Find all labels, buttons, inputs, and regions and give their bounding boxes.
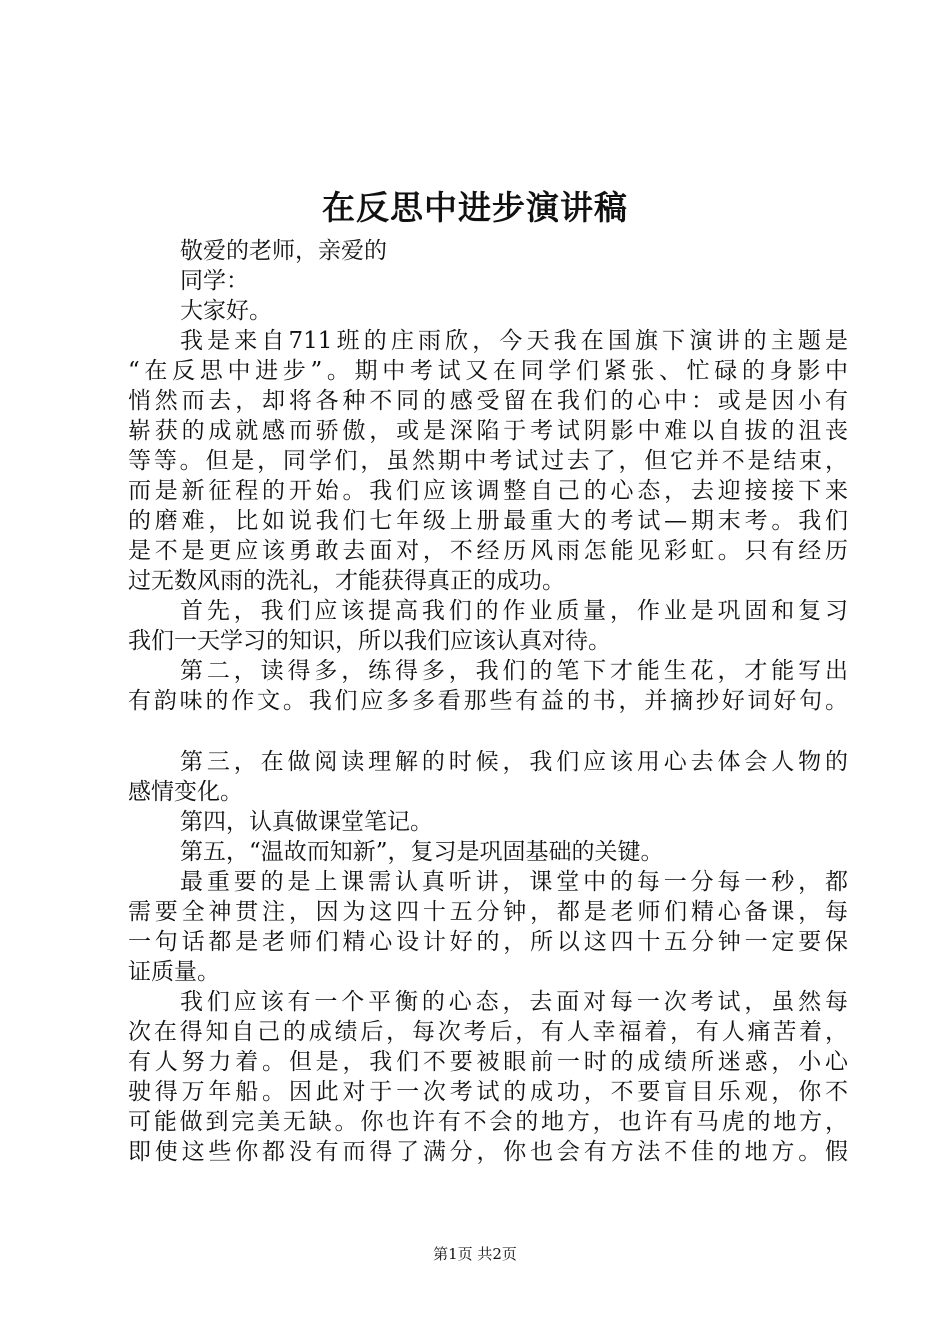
- body-line: 等等。但是，同学们，虽然期中考试过去了，但它并不是结束，: [128, 448, 848, 474]
- body-line: 证质量。: [128, 959, 220, 985]
- body-line: 即使这些你都没有而得了满分，你也会有方法不佳的地方。假: [128, 1139, 848, 1165]
- body-line: 需要全神贯注，因为这四十五分钟，都是老师们精心备课，每: [128, 899, 848, 925]
- document-body: [128, 236, 848, 1167]
- body-line: 有韵味的作文。我们应多多看那些有益的书，并摘抄好词好句。: [128, 688, 848, 714]
- document-title: 在反思中进步演讲稿: [322, 188, 628, 227]
- body-line: 第三，在做阅读理解的时候，我们应该用心去体会人物的: [180, 749, 848, 775]
- body-line: 同学：: [180, 268, 249, 294]
- body-line: 一句话都是老师们精心设计好的，所以这四十五分钟一定要保: [128, 929, 848, 955]
- body-line: 敬爱的老师，亲爱的: [180, 238, 387, 264]
- body-line: 我是来自711班的庄雨欣，今天我在国旗下演讲的主题是: [180, 328, 848, 354]
- page-number-footer: 第1页 共2页: [433, 1245, 517, 1263]
- body-line: 悄然而去，却将各种不同的感受留在我们的心中：或是因小有: [128, 388, 848, 414]
- body-line: 第五，“温故而知新”，复习是巩固基础的关键。: [180, 839, 664, 865]
- body-line: 而是新征程的开始。我们应该调整自己的心态，去迎接接下来: [128, 478, 848, 504]
- body-line: 次在得知自己的成绩后，每次考后，有人幸福着，有人痛苦着，: [128, 1019, 848, 1045]
- body-line: 有人努力着。但是，我们不要被眼前一时的成绩所迷惑，小心: [128, 1049, 848, 1075]
- body-line: 我们应该有一个平衡的心态，去面对每一次考试，虽然每: [180, 989, 848, 1015]
- body-line: 最重要的是上课需认真听讲，课堂中的每一分每一秒，都: [180, 869, 848, 895]
- body-line: “在反思中进步”。期中考试又在同学们紧张、忙碌的身影中: [128, 358, 848, 384]
- body-line: 我们一天学习的知识，所以我们应该认真对待。: [128, 628, 611, 654]
- body-line: 第四，认真做课堂笔记。: [180, 809, 433, 835]
- body-line: 崭获的成就感而骄傲，或是深陷于考试阴影中难以自拔的沮丧: [128, 418, 848, 444]
- body-line: 第二，读得多，练得多，我们的笔下才能生花，才能写出: [180, 658, 848, 684]
- blank-line: [128, 716, 848, 747]
- body-line: 驶得万年船。因此对于一次考试的成功，不要盲目乐观，你不: [128, 1079, 848, 1105]
- body-line: 首先，我们应该提高我们的作业质量，作业是巩固和复习: [180, 598, 848, 624]
- body-line: 可能做到完美无缺。你也许有不会的地方，也许有马虎的地方，: [128, 1109, 848, 1135]
- body-line: 的磨难，比如说我们七年级上册最重大的考试—期末考。我们: [128, 508, 848, 534]
- body-line: 感情变化。: [128, 779, 243, 805]
- body-line: 大家好。: [180, 298, 272, 324]
- body-line: 过无数风雨的洗礼，才能获得真正的成功。: [128, 568, 565, 594]
- body-line: 是不是更应该勇敢去面对，不经历风雨怎能见彩虹。只有经历: [128, 538, 848, 564]
